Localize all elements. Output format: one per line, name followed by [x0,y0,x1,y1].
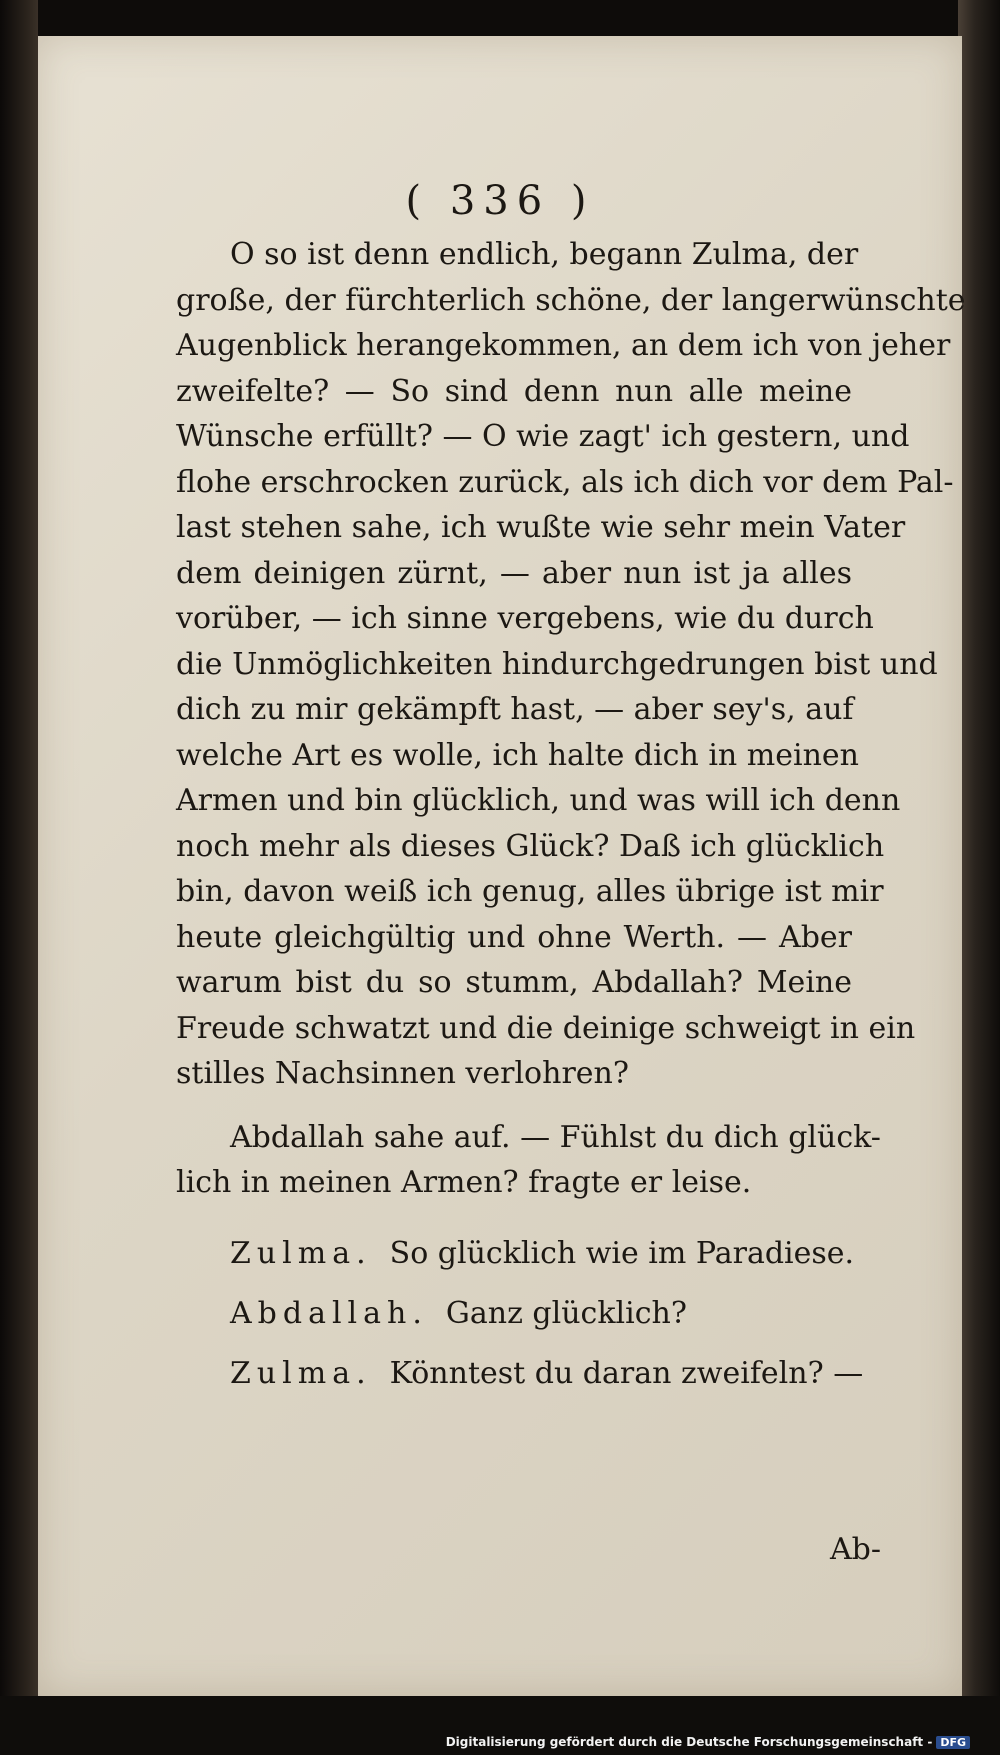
text-line: flohe erschrocken zurück, als ich dich vor dem Pal- [176,464,954,500]
text-line: vorüber, — ich sinne vergebens, wie du durch [176,601,874,636]
scan-top-edge [0,0,1000,40]
body-text [176,232,966,1404]
text-line: dich zu mir gekämpft hast, — aber sey's, auf [176,692,854,727]
text-line: O so ist denn endlich, begann Zulma, der [230,237,859,272]
text-line: Augenblick herangekommen, an dem ich von jeher [176,328,951,363]
text-line: welche Art es wolle, ich halte dich in meinen [176,737,859,773]
text-line: zweifelte? — So sind denn nun alle meine [176,373,852,409]
text-line: noch mehr als dieses Glück? Daß ich glücklich [176,828,885,864]
page-right-edge [958,0,1000,1700]
book-spine [0,0,38,1755]
catchword: Ab- [830,1532,882,1567]
dfg-logo: DFG [936,1736,970,1749]
dialogue-text: Ganz glücklich? [445,1295,687,1331]
dialogue-text: Könntest du daran zweifeln? — [389,1355,864,1391]
text-line: bin, davon weiß ich genug, alles übrige ist mir [176,874,884,909]
text-line: heute gleichgültig und ohne Werth. — Aber [176,919,852,955]
text-line: große, der fürchterlich schöne, der langerwünschte [176,282,966,318]
text-line: Wünsche erfüllt? — O wie zagt' ich gestern, und [176,419,910,454]
text-line: warum bist du so stumm, Abdallah? Meine [176,965,852,1000]
dialogue-line [176,1344,864,1404]
dialogue-line [176,1224,855,1284]
footer-bar [0,1696,1000,1755]
page-number: ( 336 ) [405,178,595,224]
speaker-name: Abdallah. [230,1295,428,1331]
book-page [38,36,966,1696]
dialogue-line [176,1284,852,1344]
speaker-name: Zulma. [230,1235,372,1271]
text-line: Abdallah sahe auf. — Fühlst du dich glück- [230,1119,881,1155]
text-line: last stehen sahe, ich wußte wie sehr mein Vater [176,510,906,545]
footer-credit [446,1735,970,1749]
text-line: stilles Nachsinnen verlohren? [176,1056,629,1091]
speaker-name: Zulma. [230,1355,372,1391]
text-line: Freude schwatzt und die deinige schweigt in ein [176,1010,916,1046]
text-line: lich in meinen Armen? fragte er leise. [176,1165,752,1200]
text-line: Armen und bin glücklich, und was will ich denn [176,783,901,818]
footer-credit-text: Digitalisierung gefördert durch die Deutsche Forschungsgemeinschaft - [445,1735,933,1749]
text-line: die Unmöglichkeiten hindurchgedrungen bist und [176,646,938,682]
text-line: dem deinigen zürnt, — aber nun ist ja alles [176,555,852,591]
dialogue-text: So glücklich wie im Paradiese. [389,1235,855,1271]
